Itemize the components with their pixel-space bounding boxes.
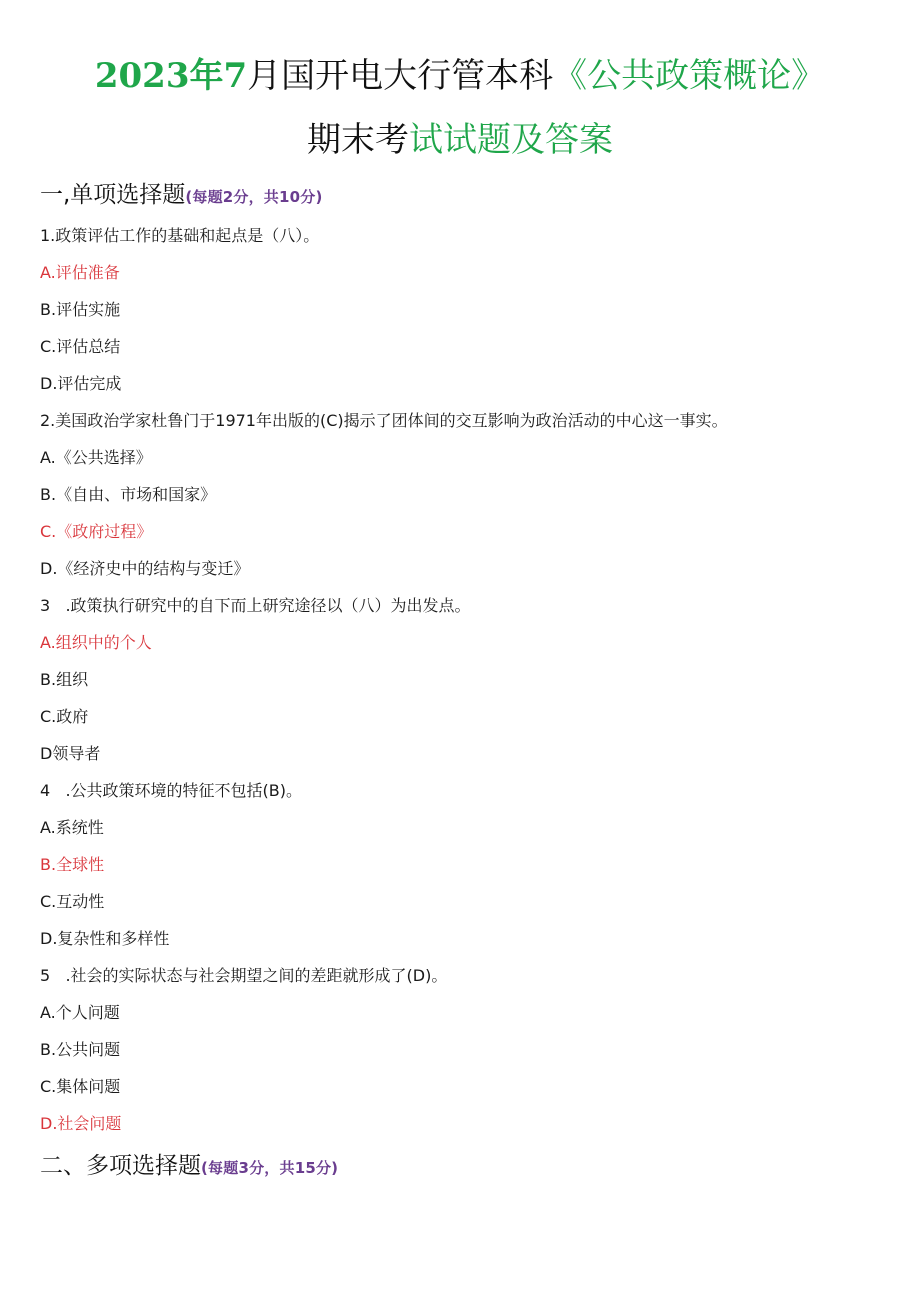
question-stem: 3 .政策执行研究中的自下而上研究途径以（八）为出发点。 [40, 596, 471, 615]
option-item: B.公共问题 [40, 1040, 121, 1059]
document-title-line-2 [0, 116, 920, 164]
title-exam-type: 期末考 [307, 120, 409, 160]
option-item: D.复杂性和多样性 [40, 929, 170, 948]
section-heading-single-choice [40, 180, 323, 212]
answer-option: C.《政府过程》 [40, 522, 153, 541]
option-item: D.评估完成 [40, 374, 122, 393]
question-stem: 1.政策评估工作的基础和起点是（八）。 [40, 226, 320, 245]
title-questions-answers: 试试题及答案 [409, 120, 613, 160]
answer-option: D.社会问题 [40, 1114, 122, 1133]
title-exam-scope: 月国开电大行管本科 [247, 56, 554, 96]
option-item: D领导者 [40, 744, 101, 763]
title-course-name: 《公共政策概论》 [553, 56, 826, 96]
answer-option: B.全球性 [40, 855, 105, 874]
option-item: C.政府 [40, 707, 89, 726]
option-item: C.互动性 [40, 892, 105, 911]
option-item: B.《自由、市场和国家》 [40, 485, 217, 504]
section-heading-text: 二、多项选择题 [40, 1153, 201, 1179]
option-item: C.评估总结 [40, 337, 121, 356]
option-item: A.系统性 [40, 818, 104, 837]
question-stem: 2.美国政治学家杜鲁门于1971年出版的(C)揭示了团体间的交互影响为政治活动的中心这一事实。 [40, 411, 728, 430]
answer-option: A.评估准备 [40, 263, 120, 282]
option-item: A.个人问题 [40, 1003, 120, 1022]
question-stem: 5 .社会的实际状态与社会期望之间的差距就形成了(D)。 [40, 966, 448, 985]
option-item: D.《经济史中的结构与变迁》 [40, 559, 250, 578]
section-score-note: (每题3分，共15分) [201, 1159, 339, 1177]
question-list [40, 224, 890, 1149]
section-score-note: (每题2分，共10分) [185, 188, 323, 206]
option-item: B.评估实施 [40, 300, 121, 319]
answer-option: A.组织中的个人 [40, 633, 152, 652]
document-title-line-1 [0, 52, 920, 100]
section-heading-text: 一,单项选择题 [40, 182, 186, 208]
option-item: B.组织 [40, 670, 89, 689]
title-year-month: 2023年7 [94, 56, 248, 96]
option-item: A.《公共选择》 [40, 448, 152, 467]
section-heading-multiple-choice [40, 1151, 338, 1183]
question-stem: 4 .公共政策环境的特征不包括(B)。 [40, 781, 302, 800]
option-item: C.集体问题 [40, 1077, 121, 1096]
